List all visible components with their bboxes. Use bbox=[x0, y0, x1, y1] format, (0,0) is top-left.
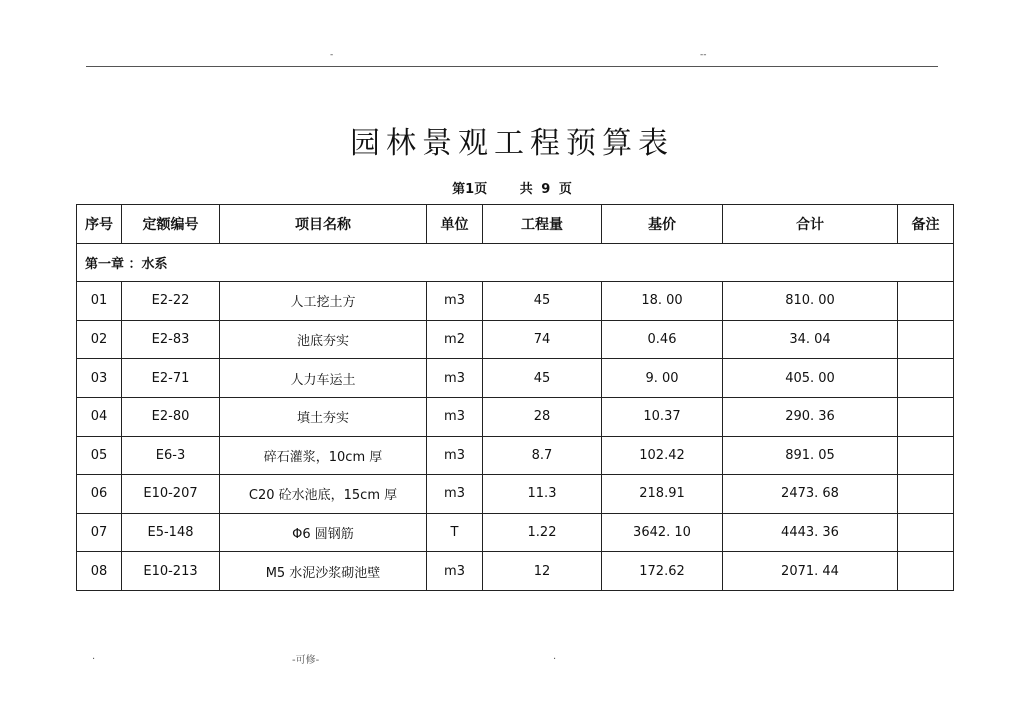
row-item-name: 池底夯实 bbox=[220, 320, 427, 359]
header-divider bbox=[86, 66, 938, 67]
col-header-index: 序号 bbox=[77, 205, 122, 244]
table-header-row bbox=[77, 205, 954, 244]
row-index: 08 bbox=[77, 552, 122, 591]
row-index: 05 bbox=[77, 436, 122, 475]
table-row bbox=[77, 282, 954, 321]
row-quantity: 45 bbox=[483, 282, 602, 321]
row-total: 2071. 44 bbox=[723, 552, 898, 591]
row-quantity: 1.22 bbox=[483, 513, 602, 552]
table-row bbox=[77, 359, 954, 398]
chapter-title: 第一章 ：水系 bbox=[77, 243, 954, 282]
header-right-mark: -- bbox=[700, 50, 707, 60]
row-code: E10-207 bbox=[122, 475, 220, 514]
row-note bbox=[898, 282, 954, 321]
row-index: 01 bbox=[77, 282, 122, 321]
row-unit: m2 bbox=[427, 320, 483, 359]
row-quantity: 45 bbox=[483, 359, 602, 398]
row-unit: m3 bbox=[427, 436, 483, 475]
row-code: E2-71 bbox=[122, 359, 220, 398]
row-quantity: 28 bbox=[483, 397, 602, 436]
row-code: E10-213 bbox=[122, 552, 220, 591]
row-quantity: 12 bbox=[483, 552, 602, 591]
row-base-price: 218.91 bbox=[602, 475, 723, 514]
row-item-name: C20 砼水池底，15cm 厚 bbox=[220, 475, 427, 514]
row-item-name: 人工挖土方 bbox=[220, 282, 427, 321]
row-unit: m3 bbox=[427, 552, 483, 591]
row-base-price: 3642. 10 bbox=[602, 513, 723, 552]
row-code: E2-83 bbox=[122, 320, 220, 359]
row-note bbox=[898, 475, 954, 514]
row-unit: m3 bbox=[427, 359, 483, 398]
page-info bbox=[0, 178, 1024, 197]
row-item-name: 填土夯实 bbox=[220, 397, 427, 436]
col-header-code: 定额编号 bbox=[122, 205, 220, 244]
row-total: 34. 04 bbox=[723, 320, 898, 359]
budget-table bbox=[76, 204, 954, 591]
row-base-price: 18. 00 bbox=[602, 282, 723, 321]
row-index: 04 bbox=[77, 397, 122, 436]
table-row bbox=[77, 436, 954, 475]
row-base-price: 10.37 bbox=[602, 397, 723, 436]
page-current: 第1页 bbox=[452, 182, 488, 197]
row-unit: m3 bbox=[427, 282, 483, 321]
row-note bbox=[898, 436, 954, 475]
row-total: 891. 05 bbox=[723, 436, 898, 475]
row-base-price: 0.46 bbox=[602, 320, 723, 359]
row-unit: m3 bbox=[427, 475, 483, 514]
footer-right-mark: . bbox=[553, 651, 557, 662]
row-quantity: 11.3 bbox=[483, 475, 602, 514]
row-base-price: 172.62 bbox=[602, 552, 723, 591]
row-item-name: M5 水泥沙浆砌池壁 bbox=[220, 552, 427, 591]
col-header-base-price: 基价 bbox=[602, 205, 723, 244]
table-row bbox=[77, 320, 954, 359]
row-unit: m3 bbox=[427, 397, 483, 436]
row-item-name: Φ6 圆钢筋 bbox=[220, 513, 427, 552]
row-index: 07 bbox=[77, 513, 122, 552]
row-code: E6-3 bbox=[122, 436, 220, 475]
row-note bbox=[898, 397, 954, 436]
footer-left-mark: . bbox=[92, 651, 96, 662]
row-base-price: 9. 00 bbox=[602, 359, 723, 398]
footer-center-text: -可修- bbox=[292, 655, 320, 666]
table-row bbox=[77, 552, 954, 591]
col-header-unit: 单位 bbox=[427, 205, 483, 244]
row-unit: T bbox=[427, 513, 483, 552]
row-base-price: 102.42 bbox=[602, 436, 723, 475]
row-total: 2473. 68 bbox=[723, 475, 898, 514]
row-item-name: 人力车运土 bbox=[220, 359, 427, 398]
col-header-quantity: 工程量 bbox=[483, 205, 602, 244]
page-total: 共 9 页 bbox=[519, 182, 572, 197]
row-code: E2-22 bbox=[122, 282, 220, 321]
row-code: E5-148 bbox=[122, 513, 220, 552]
row-total: 4443. 36 bbox=[723, 513, 898, 552]
row-quantity: 8.7 bbox=[483, 436, 602, 475]
table-row bbox=[77, 513, 954, 552]
col-header-total: 合计 bbox=[723, 205, 898, 244]
row-index: 02 bbox=[77, 320, 122, 359]
document-title: 园林景观工程预算表 bbox=[350, 126, 674, 161]
row-note bbox=[898, 552, 954, 591]
col-header-note: 备注 bbox=[898, 205, 954, 244]
header-left-mark: - bbox=[330, 50, 334, 60]
row-item-name: 碎石灌浆，10cm 厚 bbox=[220, 436, 427, 475]
row-note bbox=[898, 359, 954, 398]
row-total: 810. 00 bbox=[723, 282, 898, 321]
row-index: 06 bbox=[77, 475, 122, 514]
row-note bbox=[898, 320, 954, 359]
row-index: 03 bbox=[77, 359, 122, 398]
chapter-row bbox=[77, 243, 954, 282]
col-header-name: 项目名称 bbox=[220, 205, 427, 244]
table-row bbox=[77, 475, 954, 514]
row-code: E2-80 bbox=[122, 397, 220, 436]
row-quantity: 74 bbox=[483, 320, 602, 359]
row-total: 405. 00 bbox=[723, 359, 898, 398]
table-row bbox=[77, 397, 954, 436]
row-total: 290. 36 bbox=[723, 397, 898, 436]
row-note bbox=[898, 513, 954, 552]
